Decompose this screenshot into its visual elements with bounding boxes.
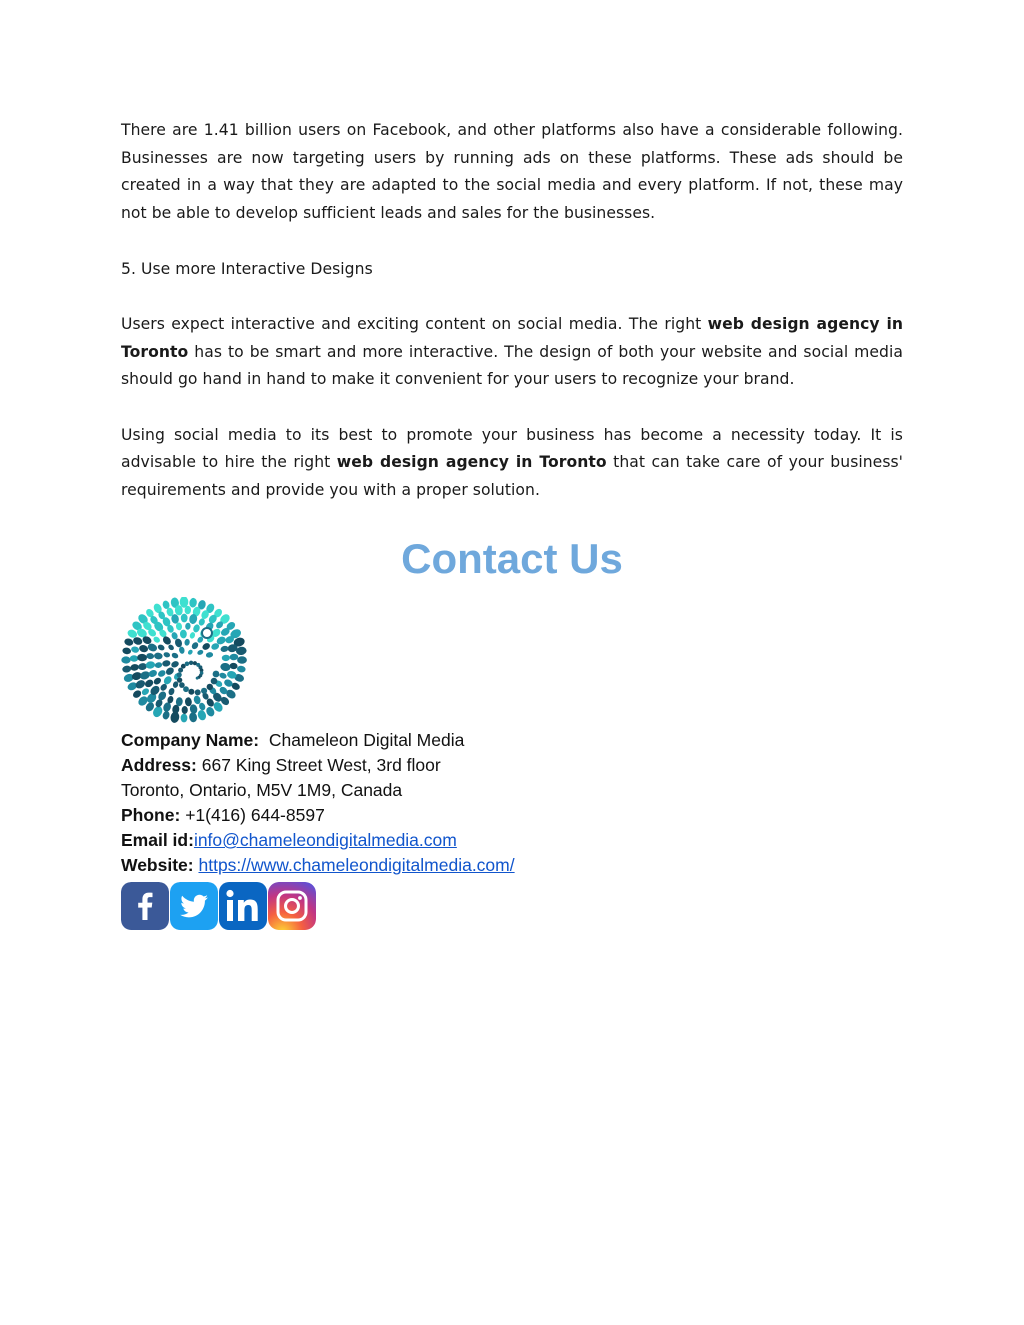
logo-dot: [123, 637, 134, 646]
logo-dot: [207, 684, 213, 690]
logo-dot: [205, 652, 213, 659]
email-link[interactable]: info@chameleondigitalmedia.com: [193, 830, 457, 850]
logo-dot: [181, 714, 188, 723]
logo-dot: [220, 645, 229, 653]
bold-keyword: web design agency in Toronto: [121, 314, 903, 361]
logo-dot: [152, 676, 162, 686]
paragraph-hire-agency: [121, 422, 903, 505]
company-value: Chameleon Digital Media: [268, 730, 465, 750]
address-line2: Toronto, Ontario, M5V 1M9, Canada: [121, 780, 403, 800]
logo-dot: [163, 651, 171, 658]
logo-dot: [183, 686, 189, 692]
logo-dot: [146, 653, 154, 660]
logo-dot: [189, 631, 196, 639]
logo-dot: [131, 646, 140, 654]
logo-dot: [177, 677, 182, 682]
social-icons: [121, 882, 316, 930]
paragraph-text: Users expect interactive and exciting content on social media. The right: [121, 314, 708, 333]
logo-dot: [138, 644, 149, 653]
logo-dot: [189, 661, 193, 665]
logo-dot: [130, 655, 139, 662]
logo-dot: [185, 697, 193, 707]
logo-dot: [179, 682, 185, 688]
logo-dot: [195, 689, 201, 695]
logo-dot: [187, 649, 194, 656]
address-row: [121, 753, 515, 778]
linkedin-icon[interactable]: [219, 882, 267, 930]
instagram-icon[interactable]: [268, 882, 316, 930]
logo-dot: [211, 678, 218, 685]
company-label: Company Name:: [121, 730, 260, 750]
logo-dot: [181, 614, 188, 623]
paragraph-facebook-users: There are 1.41 billion users on Facebook, and other platforms also have a considerable following. Businesses are now targeting users by running ads on these platforms. These ads should be created in a way that they are adapted to the social media and every platform. If not, these may not be able to develop sufficient leads and sales for the businesses.: [121, 121, 903, 223]
logo-dot: [171, 652, 179, 660]
logo-dot: [237, 656, 247, 664]
twitter-icon[interactable]: [170, 882, 218, 930]
paragraph-text: that can take care of your business' requirements and provide you with a proper solution.: [121, 453, 904, 500]
facebook-icon[interactable]: [121, 882, 169, 930]
logo-dot: [122, 665, 132, 673]
logo-dot: [170, 660, 180, 669]
logo-eye: [202, 628, 212, 638]
logo-dot: [185, 622, 191, 630]
document-page: [121, 117, 904, 875]
logo-dot: [201, 688, 207, 694]
logo-dot: [190, 641, 199, 650]
logo-dot: [229, 662, 238, 669]
email-row: [121, 828, 515, 853]
address-line1: 667 King Street West, 3rd floor: [201, 755, 441, 775]
logo-dot: [130, 663, 140, 671]
section-heading: 5. Use more Interactive Designs: [121, 259, 373, 278]
logo-dot: [167, 644, 175, 652]
logo-dot: [196, 709, 207, 721]
logo-dot: [157, 643, 166, 651]
logo-dot: [122, 647, 132, 655]
logo-dot: [152, 635, 161, 644]
logo-dot: [229, 653, 238, 660]
logo-dot: [178, 646, 185, 654]
logo-dot: [213, 671, 220, 678]
logo-dot: [219, 672, 228, 680]
bold-keyword: web design agency in Toronto: [336, 453, 607, 472]
logo-dot: [154, 662, 162, 669]
logo-dot: [157, 669, 167, 678]
paragraph-text: has to be smart and more interactive. The design of both your website and social media should go hand in hand to make it convenient for your users to recognize your brand.: [121, 342, 903, 389]
logo-dot: [220, 662, 231, 672]
address-label: Address:: [121, 755, 197, 775]
website-link[interactable]: https://www.chameleondigitalmedia.com/: [198, 855, 515, 875]
logo-dot: [196, 677, 199, 680]
phone-value: +1(416) 644-8597: [185, 805, 325, 825]
logo-dot: [197, 649, 205, 656]
logo-dot: [134, 679, 146, 690]
chameleon-logo-icon: [121, 597, 247, 723]
email-label: Email id:: [121, 830, 194, 850]
logo-dot: [154, 652, 164, 660]
logo-dot: [162, 660, 171, 668]
phone-label: Phone:: [121, 805, 181, 825]
website-row: [121, 853, 515, 878]
logo-dot: [201, 642, 211, 651]
logo-dot: [168, 687, 176, 696]
logo-dot: [121, 656, 130, 663]
logo-dot: [185, 662, 190, 667]
logo-dot: [177, 672, 182, 677]
logo-dot: [222, 654, 231, 661]
phone-row: [121, 803, 515, 828]
logo-dot: [145, 661, 155, 669]
logo-dot: [184, 639, 190, 647]
logo-dot: [188, 689, 194, 695]
logo-dot: [182, 706, 188, 714]
logo-dot: [164, 666, 175, 677]
contact-details: [121, 728, 515, 878]
company-row: [121, 728, 515, 753]
logo-dot: [138, 663, 148, 671]
contact-heading: Contact Us: [401, 535, 623, 582]
paragraph-interactive-content: [121, 311, 903, 394]
logo-dot: [192, 623, 201, 633]
logo-dot: [189, 597, 198, 608]
paragraph-text: Using social media to its best to promote your business has become a necessity today. It is advisable to hire the right: [121, 425, 903, 472]
logo-dot: [137, 654, 147, 662]
logo-dot: [237, 665, 247, 673]
website-label: Website:: [121, 855, 194, 875]
logo-dot: [180, 630, 187, 639]
